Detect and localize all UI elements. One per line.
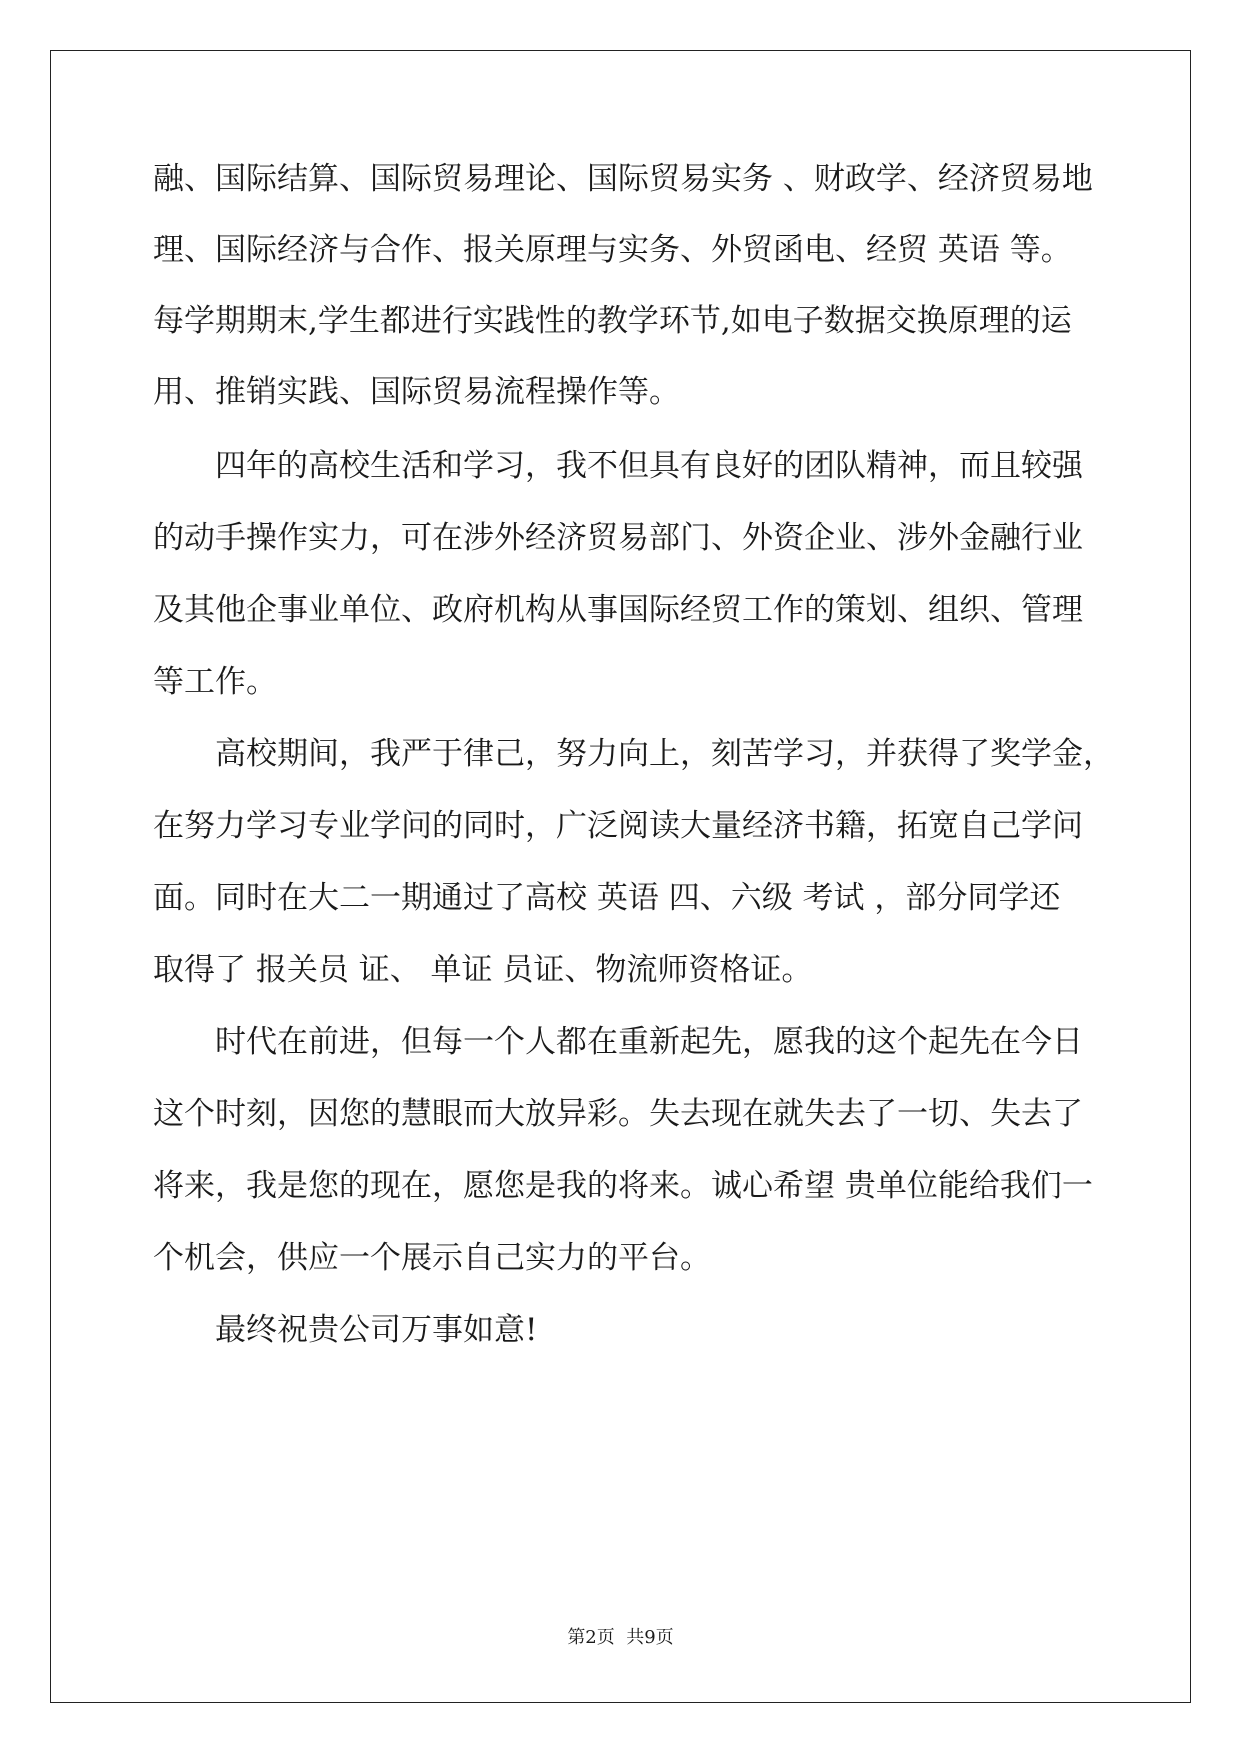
- paragraph-start-line: 高校期间，我严于律己，努力向上，刻苦学习，并获得了奖学金，: [215, 736, 1114, 772]
- text-line: 用、推销实践、国际贸易流程操作等。: [153, 374, 680, 410]
- page-number: 第2页 共9页: [567, 1627, 674, 1648]
- text-line: 面。同时在大二一期通过了高校 英语 四、六级 考试 ，部分同学还: [153, 880, 1061, 916]
- text-line: 每学期期末,学生都进行实践性的教学环节,如电子数据交换原理的运: [153, 303, 1072, 339]
- paragraph-start-line: 时代在前进，但每一个人都在重新起先，愿我的这个起先在今日: [215, 1024, 1083, 1060]
- text-line: 在努力学习专业学问的同时，广泛阅读大量经济书籍，拓宽自己学问: [153, 808, 1083, 844]
- text-line: 及其他企事业单位、政府机构从事国际经贸工作的策划、组织、管理: [153, 592, 1083, 628]
- text-line: 理、国际经济与合作、报关原理与实务、外贸函电、经贸 英语 等。: [153, 232, 1072, 268]
- text-line: 的动手操作实力，可在涉外经济贸易部门、外资企业、涉外金融行业: [153, 520, 1083, 556]
- text-line: 融、国际结算、国际贸易理论、国际贸易实务 、财政学、经济贸易地: [153, 161, 1093, 197]
- closing-line: 最终祝贵公司万事如意!: [215, 1312, 538, 1348]
- text-line: 将来，我是您的现在，愿您是我的将来。诚心希望 贵单位能给我们一: [153, 1168, 1093, 1204]
- page-frame: [50, 50, 1191, 1703]
- paragraph-start-line: 四年的高校生活和学习，我不但具有良好的团队精神，而且较强: [215, 448, 1083, 484]
- text-line: 个机会，供应一个展示自己实力的平台。: [153, 1240, 711, 1276]
- text-line: 等工作。: [153, 664, 277, 700]
- text-line: 这个时刻，因您的慧眼而大放异彩。失去现在就失去了一切、失去了: [153, 1096, 1083, 1132]
- text-line: 取得了 报关员 证、 单证 员证、物流师资格证。: [153, 952, 813, 988]
